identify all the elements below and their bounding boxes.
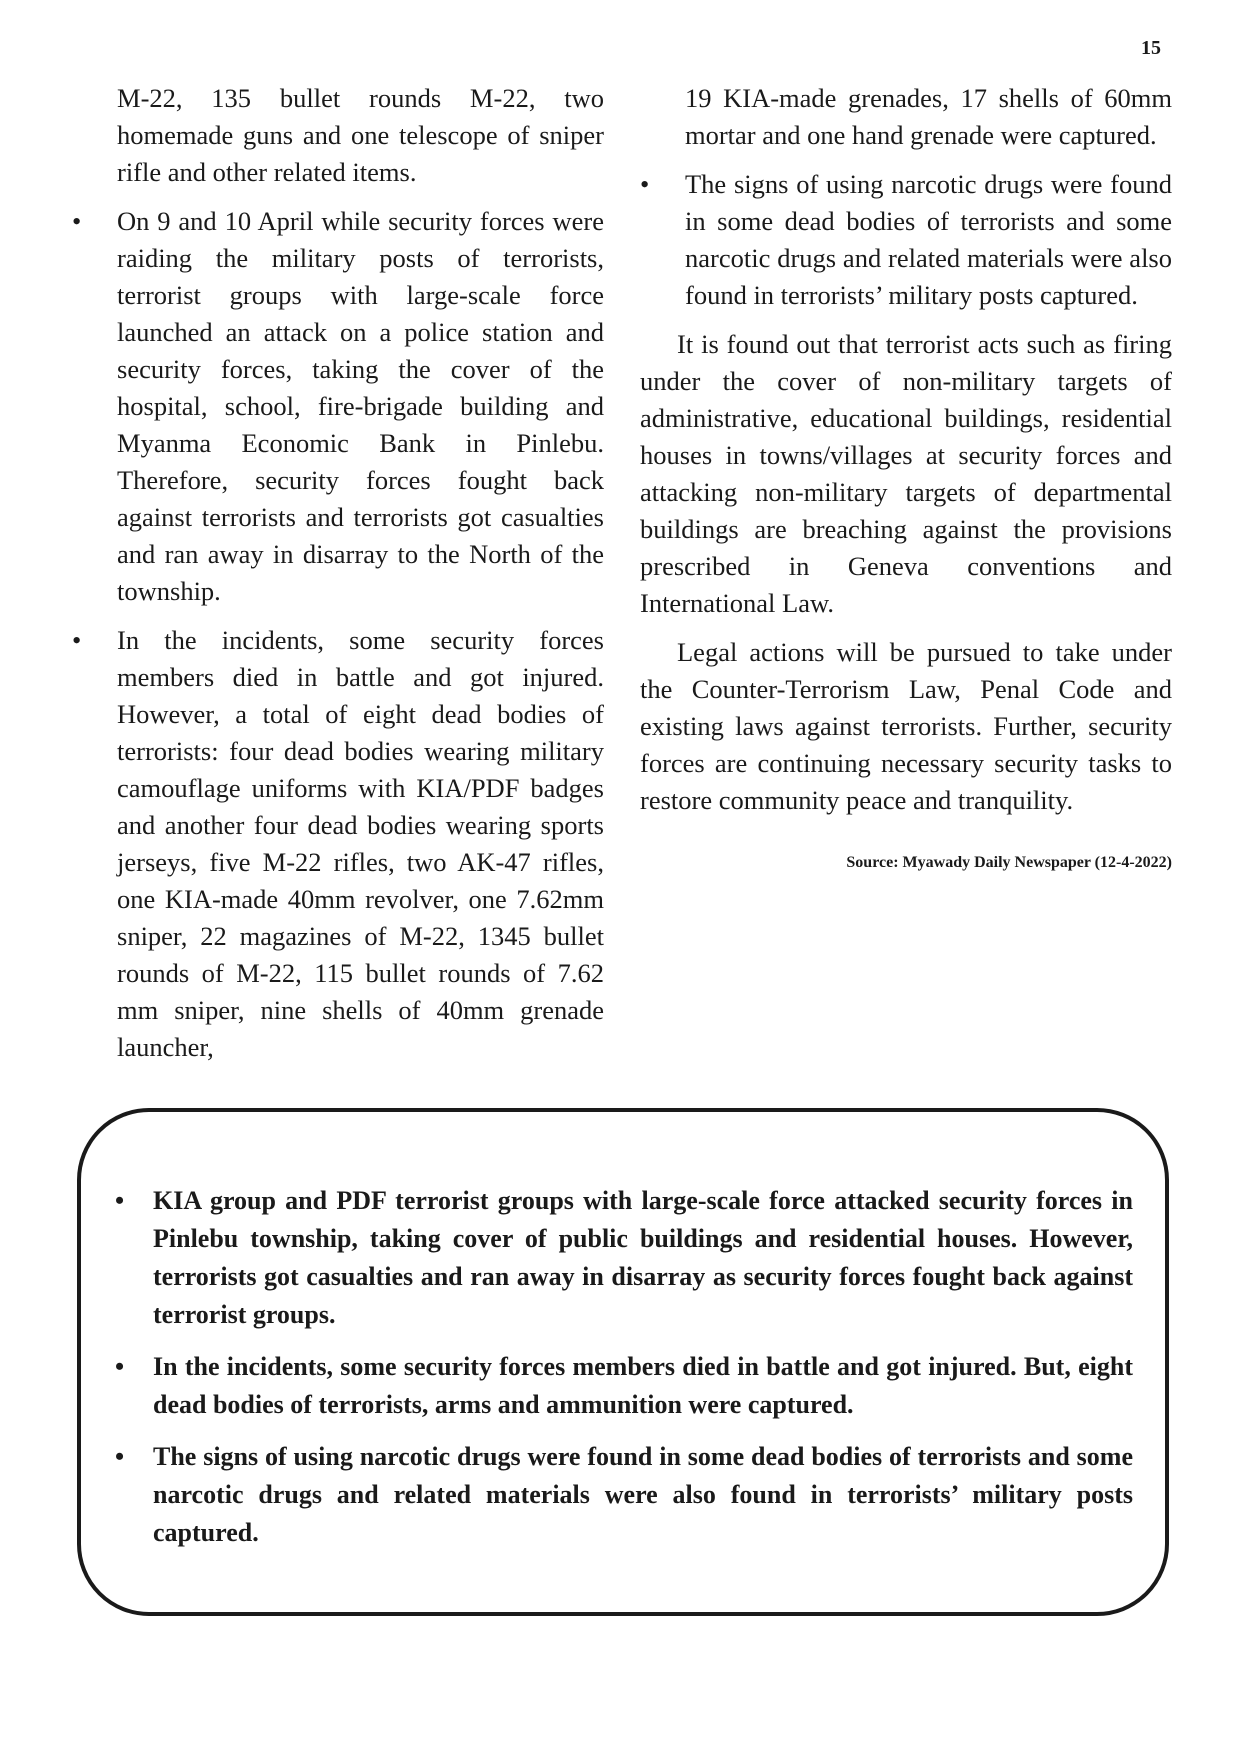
summary-item: • In the incidents, some security forces members died in battle and got injured. But, eight dead bodies of terrorists, arms and ammunition were captured.: [111, 1348, 1133, 1424]
summary-list: [111, 1182, 1133, 1552]
summary-box: [77, 1108, 1169, 1616]
page-number: 15: [1141, 37, 1161, 59]
summary-item: • The signs of using narcotic drugs were found in some dead bodies of terrorists and some narcotic drugs and related materials were also found in terrorists’ military posts captured.: [111, 1438, 1133, 1552]
paragraph-legal-actions: Legal actions will be pursued to take under the Counter-Terrorism Law, Penal Code and existing laws against terrorists. Further, security forces are continuing necessary security tasks to restore community peace and tranquility.: [640, 637, 1172, 815]
paragraph-geneva: It is found out that terrorist acts such as firing under the cover of non-military targets of administrative, educational buildings, residential houses in towns/villages at security forces and attacking non-military targets of departmental buildings are breaching against the provisions prescribed in Geneva conventions and International Law.: [640, 329, 1172, 618]
left-bullet-attack: • On 9 and 10 April while security forces were raiding the military posts of terrorists, terrorist groups with large-scale force launched an attack on a police station and security forces, taking the cover of the hospital, school, fire-brigade building and Myanma Economic Bank in Pinlebu. Therefore, security forces fought back against terrorists and terrorists got casualties and ran away in disarray to the North of the township.: [72, 203, 604, 610]
right-bullet-narcotics: • The signs of using narcotic drugs were found in some dead bodies of terrorists and some narcotic drugs and related materials were also found in terrorists’ military posts captured.: [640, 166, 1172, 314]
left-column: [72, 80, 604, 1078]
left-continuation-text: M-22, 135 bullet rounds M-22, two homemade guns and one telescope of sniper rifle and other related items.: [117, 83, 604, 187]
left-bullet-incidents: • In the incidents, some security forces members died in battle and got injured. However, a total of eight dead bodies of terrorists: four dead bodies wearing military camouflage uniforms with KIA/PDF badges and another four dead bodies wearing sports jerseys, five M-22 rifles, two AK-47 rifles, one KIA-made 40mm revolver, one 7.62mm sniper, 22 magazines of M-22, 1345 bullet rounds of M-22, 115 bullet rounds of 7.62 mm sniper, nine shells of 40mm grenade launcher,: [72, 622, 604, 1066]
summary-item: • KIA group and PDF terrorist groups with large-scale force attacked security forces in Pinlebu township, taking cover of public buildings and residential houses. However, terrorists got casualties and ran away in disarray as security forces fought back against terrorist groups.: [111, 1182, 1133, 1334]
right-column: [640, 80, 1172, 885]
source-citation: Source: Myawady Daily Newspaper (12-4-2022): [846, 854, 1172, 871]
right-continuation-text: 19 KIA-made grenades, 17 shells of 60mm mortar and one hand grenade were captured.: [685, 83, 1172, 150]
